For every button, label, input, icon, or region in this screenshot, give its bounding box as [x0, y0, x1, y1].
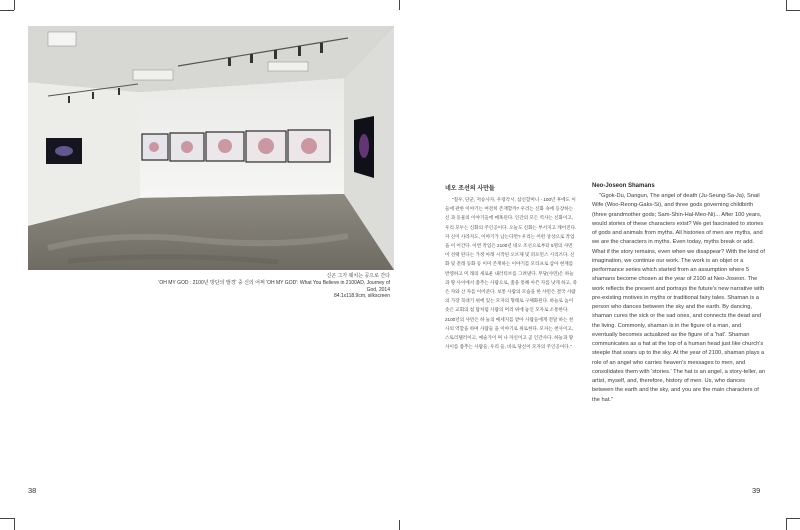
korean-body: "칠우, 단군, 저승사자, 우렁각시, 삼신할머니 - 100년 후에도 이 들에 관한 이야기는 여전히 존재할까? 우리는 신화 속에 등장하는 신 과 동물의 이야기들에 매혹된다. 인간의 모든 역사는 신화이고, 우리 모두는 신화의 주인공이다. 오늘도 신화는 부서지고 깨어진다. 자 신이 사라져도, 이야기가 남는다면? 우리는 어떤 상상으로 작업을 이 어간다. 이번 작업은 2100년 네오 조선으로부터 5명의 샤먼이 선택 된다는 가정 아래 시작된 오브제 및 퍼포먼스 시리즈다. 신화 및 전래 동화 등 이미 존재하는 이야기를 모티프로 삼아 현재를 반영하고 미 래의 새로운 내러티브를 그려낸다. 무당(샤먼)은 하늘과 땅 사이에서 춤추는 사람으로, 춤을 통해 아픈 자를 낫게 하고, 죽은 자와 산 자를 이어준다. 보통 사람의 모습을 한 샤먼은 결국 사람의 가장 꼭대기 위에 있는 모자의 형태로 구체화된다. 하늘로 높이 솟은 교회의 첨 탑처럼 사람의 머리 위에 놓인 모자로 소통한다. 2100년의 샤먼은 하 늘의 메세지를 받아 사람들에게 전달 하는 천사의 역할을 하며 사람들 을 이야기로 위로한다. 모자는 천사이고, 스토리텔러이고, 예술가이 며 나 자신이고 곧 인간사다. 하늘과 땅 사이를 춤추는 사람들, 우리 들, 바로 당신이 모자의 주인공이다." [445, 197, 577, 350]
caption-line-3: 84.1x118.9cm, silkscreen [333, 293, 390, 300]
photo-caption [150, 273, 390, 300]
english-column [592, 183, 768, 405]
korean-heading: 네오 조선의 사만들 [445, 186, 495, 192]
caption-line-2: 'OH MY GOD : 2100년 방단의 발경' 중 신의 어쩌 'OH MY GOD': What You Believe in 2100AD, Journey of God, 2014 [158, 279, 390, 293]
crop-mark [786, 0, 787, 10]
english-body: "Ggok-Du, Dangun, The angel of death (Ju-Seung-Sa-Ja), Snail Wife (Woo-Reong-Gaks-Si), and three gods governing childbirth (three grandmother gods; Sam-Shin-Hal-Meo-Ni)... After 100 years, would stories of these characters exist? We get fascinated to stories of gods and animals from myths. All histories of men are myths, and we are the characters in myths. Even today, myths break or add. What if the story remains, even when we disappear? With the kind of imagination, we continue our work. The work is an objet or a performance series which started from an assumption where 5 shamans become chosen at the year of 2100 at Neo-Joseon. The work reflects the present and portrays the future's new narrative with pre-existing motives in myths or traditional fairy tales. Shaman is a person who dances between the sky and the earth. By dancing, shaman cures the sick or the sad ones, and connects the dead and the living. Commonly, shaman is in the figure of a man, and eventually becomes actualized as the figure of a 'hat'. Shaman communicates as a hat at the top of a human head just like church's steeple that soars up to the sky. At the year of 2100, shaman plays a role of an angel who carries heaven's messages to men, and consolidates them with 'stories.' The hat is an angel, a story-teller, an artist, myself, and, therefore, history of men. Us, who dances between the earth and the sky, and you are the main characters of the hat." [592, 193, 766, 403]
caption-line-1: 신곤 그가 웨치는 공으로 간다 [326, 273, 390, 279]
gallery-installation-photo [28, 26, 394, 270]
english-heading: Neo-Joseon Shamans [592, 183, 655, 189]
page-number-right: 39 [752, 486, 761, 495]
crop-mark [786, 10, 800, 11]
crop-mark [786, 518, 800, 519]
crop-mark [786, 518, 787, 530]
korean-column [445, 183, 577, 351]
page-number-left: 38 [28, 486, 37, 495]
